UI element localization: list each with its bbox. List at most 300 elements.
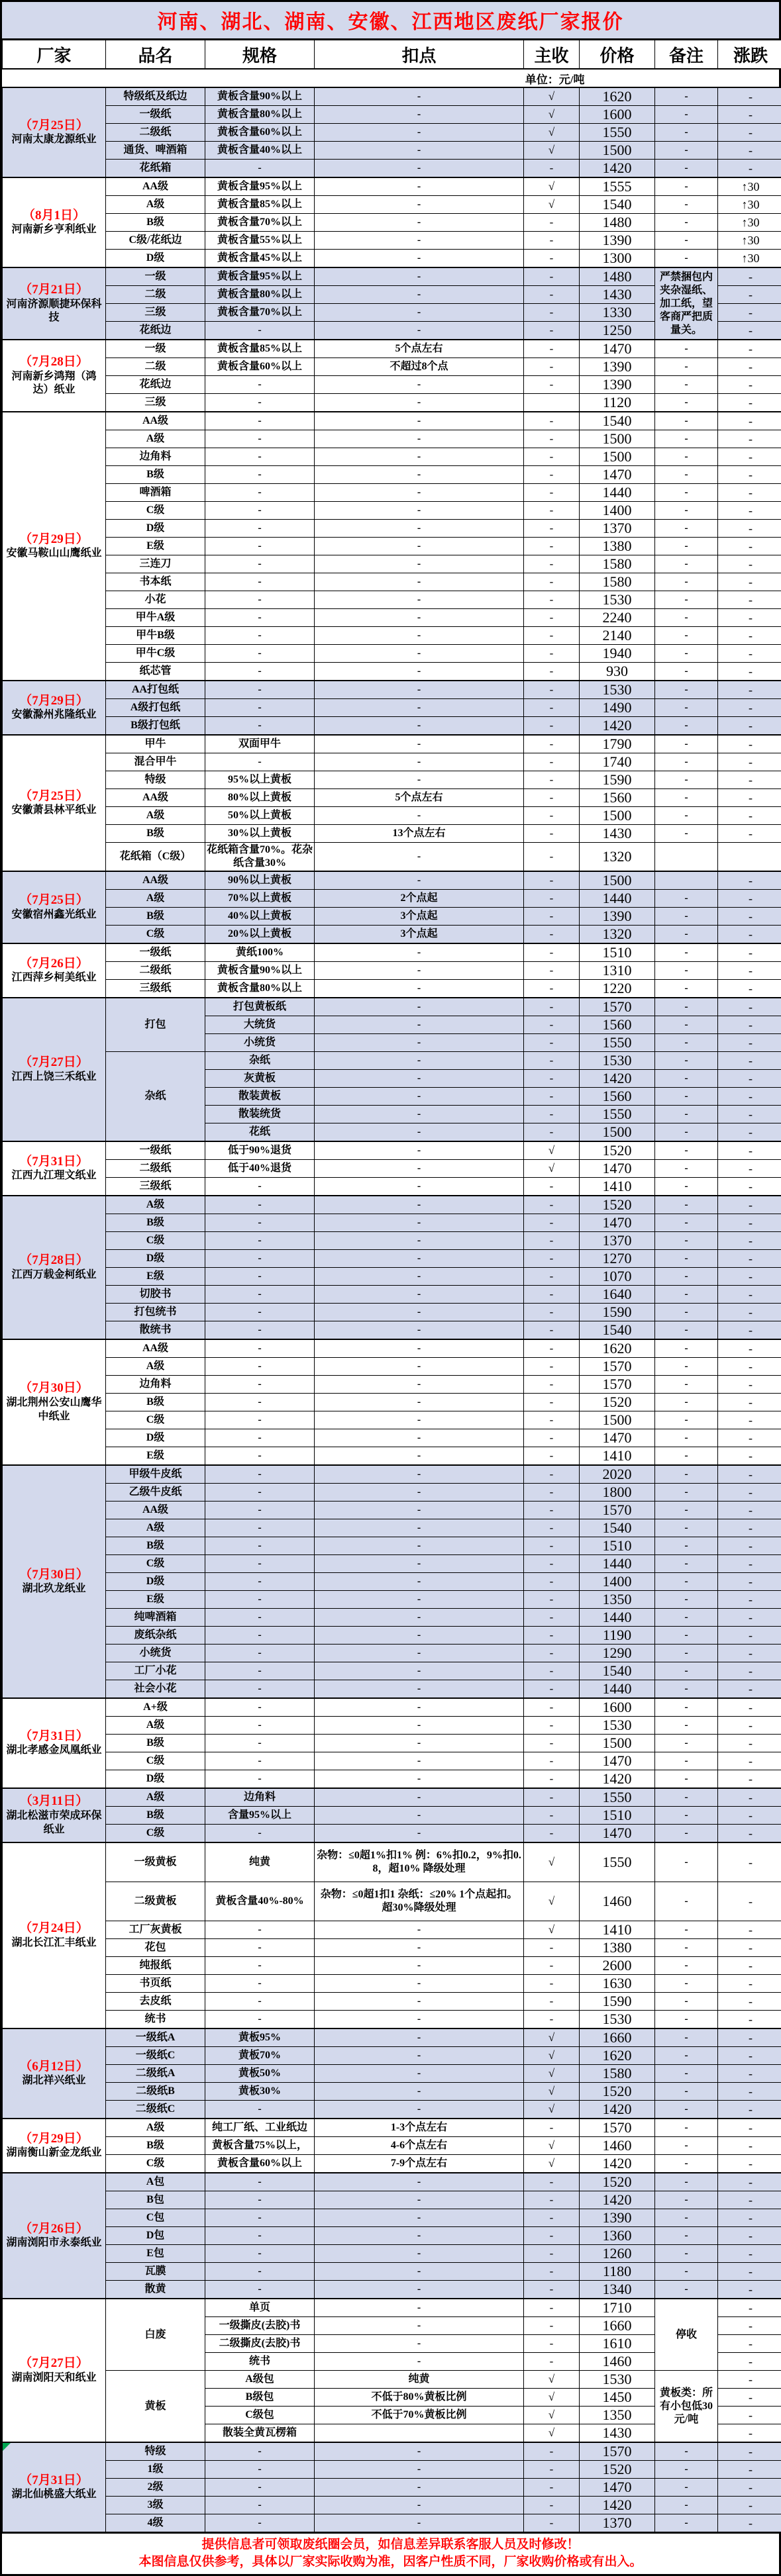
change-cell: - (718, 908, 781, 926)
price-cell: 2140 (580, 627, 655, 645)
product-cell: B级 (106, 1394, 205, 1411)
col-header-factory: 厂家 (3, 40, 106, 70)
note-cell: - (655, 1975, 718, 1993)
price-cell: 1640 (580, 1286, 655, 1304)
note-cell: - (655, 1502, 718, 1519)
deduction-cell: - (315, 1465, 524, 1484)
factory-date: （7月28日） (4, 1253, 104, 1268)
spec-cell: 黄板含量60%以上 (205, 358, 315, 376)
product-cell: C级/花纸边 (106, 232, 205, 250)
deduction-cell: - (315, 1717, 524, 1735)
main-collect-cell: - (524, 412, 580, 430)
factory-date: （7月29日） (4, 693, 104, 709)
table-row (3, 2065, 781, 2083)
main-collect-cell: - (524, 753, 580, 771)
price-cell: 1440 (580, 1680, 655, 1699)
change-cell: ↑30 (718, 250, 781, 268)
price-cell: 1500 (580, 1735, 655, 1752)
change-cell: - (718, 555, 781, 573)
change-cell: - (718, 1627, 781, 1645)
note-cell: - (655, 1429, 718, 1447)
note-cell: - (655, 1232, 718, 1250)
change-cell: - (718, 2191, 781, 2209)
note-cell: - (655, 1609, 718, 1627)
deduction-cell: - (315, 430, 524, 448)
deduction-cell: - (315, 1429, 524, 1447)
price-cell: 1330 (580, 304, 655, 322)
deduction-cell: - (315, 1250, 524, 1268)
deduction-cell: - (315, 1214, 524, 1232)
note-cell: - (655, 484, 718, 502)
main-collect-cell: - (524, 1034, 580, 1052)
main-collect-cell: - (524, 1735, 580, 1752)
note-cell: - (655, 1141, 718, 1160)
main-collect-cell: - (524, 1975, 580, 1993)
product-cell: 二级 (106, 286, 205, 304)
factory-cell (3, 2299, 106, 2442)
table-row (3, 430, 781, 448)
table-row (3, 1429, 781, 1447)
price-cell: 1420 (580, 2191, 655, 2209)
main-collect-cell: √ (524, 2047, 580, 2065)
table-row (3, 2263, 781, 2281)
main-collect-cell: - (524, 1519, 580, 1537)
price-cell: 1620 (580, 87, 655, 106)
note-cell: - (655, 2028, 718, 2047)
factory-name: 湖北玖龙纸业 (4, 1582, 104, 1596)
note-cell: - (655, 1178, 718, 1196)
factory-cell (3, 412, 106, 681)
spec-cell: C级包 (205, 2407, 315, 2424)
table-row (3, 1591, 781, 1609)
table-row (3, 2479, 781, 2497)
deduction-cell: - (315, 1070, 524, 1088)
deduction-cell: - (315, 627, 524, 645)
price-cell: 1940 (580, 645, 655, 663)
change-cell: - (718, 871, 781, 890)
spec-cell: 40%以上黄板 (205, 908, 315, 926)
price-cell: 1470 (580, 1429, 655, 1447)
main-collect-cell: - (524, 591, 580, 609)
factory-cell (3, 1842, 106, 2028)
change-cell: - (718, 789, 781, 807)
table-row (3, 1680, 781, 1699)
change-cell: - (718, 412, 781, 430)
main-collect-cell: √ (524, 2101, 580, 2119)
spec-cell: 30%以上黄板 (205, 825, 315, 843)
spec-cell: - (205, 1232, 315, 1250)
main-collect-cell: - (524, 717, 580, 736)
change-cell: - (718, 735, 781, 753)
change-cell: - (718, 807, 781, 825)
table-row (3, 1214, 781, 1232)
table-row (3, 1394, 781, 1411)
table-row (3, 926, 781, 944)
deduction-cell: - (315, 753, 524, 771)
product-cell: 小花 (106, 591, 205, 609)
main-collect-cell: √ (524, 1160, 580, 1178)
deduction-cell: - (315, 1034, 524, 1052)
main-collect-cell: √ (524, 2371, 580, 2389)
spec-cell: 小统货 (205, 1034, 315, 1052)
product-cell: AA级 (106, 1502, 205, 1519)
spec-cell: - (205, 2227, 315, 2245)
factory-date: （7月29日） (4, 532, 104, 548)
main-collect-cell: √ (524, 2065, 580, 2083)
spec-cell: 低于90%退货 (205, 1141, 315, 1160)
change-cell: - (718, 2137, 781, 2155)
spec-cell: - (205, 1698, 315, 1717)
product-cell: AA打包纸 (106, 681, 205, 699)
main-collect-cell: - (524, 1484, 580, 1502)
price-cell: 1270 (580, 1250, 655, 1268)
product-cell: 花纸箱 (106, 160, 205, 178)
change-cell: - (718, 1286, 781, 1304)
note-cell: - (655, 1484, 718, 1502)
factory-cell (3, 87, 106, 177)
note-cell: - (655, 1957, 718, 1975)
product-cell: B包 (106, 2191, 205, 2209)
product-cell: 一级 (106, 267, 205, 286)
table-row (3, 1717, 781, 1735)
factory-cell (3, 2442, 106, 2532)
note-cell (655, 871, 718, 890)
spec-cell: 双面甲牛 (205, 735, 315, 753)
price-cell: 1340 (580, 2281, 655, 2299)
price-cell: 1510 (580, 943, 655, 962)
table-row (3, 843, 781, 872)
product-cell: 二级纸B (106, 2083, 205, 2101)
product-cell: 二级纸 (106, 962, 205, 980)
factory-cell (3, 1339, 106, 1465)
product-cell: C级 (106, 1555, 205, 1573)
spec-cell: 低于40%退货 (205, 1160, 315, 1178)
main-collect-cell: - (524, 843, 580, 872)
spec-cell: - (205, 573, 315, 591)
price-cell: 1470 (580, 1752, 655, 1770)
footer-line-2: 本图信息仅供参考，具体以厂家实际收购为准，因客户性质不同，厂家收购价格或有出入。 (2, 2553, 779, 2571)
table-row (3, 890, 781, 908)
product-cell: 通货、啤酒箱 (106, 142, 205, 160)
change-cell: - (718, 2514, 781, 2532)
note-merged-cell: 停收 (655, 2299, 718, 2371)
change-cell: - (718, 1882, 781, 1921)
main-collect-cell: - (524, 2317, 580, 2335)
change-cell: - (718, 430, 781, 448)
note-cell: - (655, 609, 718, 627)
price-cell: 1550 (580, 124, 655, 142)
spec-cell: - (205, 1394, 315, 1411)
table-row (3, 1232, 781, 1250)
deduction-cell: - (315, 1537, 524, 1555)
change-cell: - (718, 1825, 781, 1843)
deduction-cell: - (315, 2442, 524, 2461)
main-collect-cell: - (524, 943, 580, 962)
note-cell: - (655, 177, 718, 196)
deduction-cell: - (315, 555, 524, 573)
change-cell: - (718, 825, 781, 843)
price-cell: 1430 (580, 286, 655, 304)
spec-cell: 黄板含量55%以上 (205, 232, 315, 250)
note-cell: - (655, 1627, 718, 1645)
note-cell: - (655, 908, 718, 926)
change-cell: - (718, 1268, 781, 1286)
table-row (3, 2245, 781, 2263)
deduction-cell: - (315, 267, 524, 286)
factory-name: 湖北祥兴纸业 (4, 2074, 104, 2088)
main-collect-cell: - (524, 807, 580, 825)
price-cell: 1420 (580, 1070, 655, 1088)
note-cell: - (655, 627, 718, 645)
note-cell: - (655, 1573, 718, 1591)
note-cell: - (655, 2245, 718, 2263)
price-cell: 1520 (580, 2461, 655, 2479)
price-cell: 1660 (580, 2028, 655, 2047)
note-cell: - (655, 1088, 718, 1106)
product-cell: 统书 (106, 2011, 205, 2029)
main-collect-cell: - (524, 2461, 580, 2479)
main-collect-cell: - (524, 2227, 580, 2245)
deduction-cell: - (315, 502, 524, 520)
deduction-cell: - (315, 322, 524, 340)
change-cell: ↑30 (718, 196, 781, 214)
factory-date: （7月26日） (4, 956, 104, 972)
deduction-cell: - (315, 1232, 524, 1250)
product-cell: 一级纸 (106, 1141, 205, 1160)
product-cell: 一级黄板 (106, 1842, 205, 1882)
factory-cell (3, 177, 106, 267)
spec-cell: - (205, 2442, 315, 2461)
product-cell: B级 (106, 1735, 205, 1752)
change-cell: - (718, 160, 781, 178)
change-cell: - (718, 1106, 781, 1123)
spec-cell: - (205, 1939, 315, 1957)
deduction-cell: - (315, 1770, 524, 1789)
spec-cell: - (205, 699, 315, 717)
price-cell: 1370 (580, 2514, 655, 2532)
table-row (3, 1662, 781, 1680)
factory-date: （7月29日） (4, 2131, 104, 2147)
main-collect-cell: √ (524, 124, 580, 142)
note-cell: - (655, 753, 718, 771)
note-cell: - (655, 2281, 718, 2299)
deduction-cell: - (315, 160, 524, 178)
note-cell: - (655, 573, 718, 591)
deduction-cell: - (315, 1957, 524, 1975)
table-row (3, 2191, 781, 2209)
main-collect-cell: - (524, 2479, 580, 2497)
product-cell: 三级 (106, 304, 205, 322)
table-row (3, 1250, 781, 1268)
spec-cell: - (205, 1591, 315, 1609)
change-cell: - (718, 87, 781, 106)
change-cell: - (718, 627, 781, 645)
product-cell: 甲牛A级 (106, 609, 205, 627)
change-cell: - (718, 1788, 781, 1807)
spec-cell: - (205, 1196, 315, 1214)
factory-date: （7月27日） (4, 1055, 104, 1071)
main-collect-cell: √ (524, 1141, 580, 1160)
table-row (3, 789, 781, 807)
product-cell: A级 (106, 807, 205, 825)
change-cell: - (718, 2209, 781, 2227)
price-cell: 1540 (580, 1321, 655, 1340)
change-cell: - (718, 1502, 781, 1519)
note-cell: - (655, 87, 718, 106)
product-cell: 书本纸 (106, 573, 205, 591)
main-collect-cell: - (524, 699, 580, 717)
spec-cell: 花纸 (205, 1123, 315, 1142)
note-cell: - (655, 807, 718, 825)
change-cell: - (718, 2353, 781, 2371)
main-collect-cell: - (524, 962, 580, 980)
spec-cell: - (205, 1268, 315, 1286)
table-row (3, 1825, 781, 1843)
deduction-cell: - (315, 2479, 524, 2497)
factory-date: （7月25日） (4, 118, 104, 134)
spec-cell: - (205, 2479, 315, 2497)
spec-cell: 打包黄板纸 (205, 998, 315, 1016)
spec-cell: - (205, 1555, 315, 1573)
note-cell: - (655, 1376, 718, 1394)
spec-cell: - (205, 1609, 315, 1627)
table-row (3, 2137, 781, 2155)
change-cell: - (718, 106, 781, 124)
product-cell: B级 (106, 1537, 205, 1555)
main-collect-cell: √ (524, 106, 580, 124)
price-cell: 1350 (580, 2407, 655, 2424)
spec-cell: - (205, 1411, 315, 1429)
product-cell: D级 (106, 1429, 205, 1447)
table-row (3, 232, 781, 250)
spec-cell: 黄板50% (205, 2065, 315, 2083)
main-collect-cell: - (524, 1196, 580, 1214)
deduction-cell: - (315, 735, 524, 753)
note-cell: - (655, 1645, 718, 1662)
main-collect-cell: - (524, 1321, 580, 1340)
change-cell: - (718, 1842, 781, 1882)
main-collect-cell: - (524, 286, 580, 304)
price-cell: 1580 (580, 2065, 655, 2083)
product-cell: A级 (106, 1358, 205, 1376)
factory-name: 安徽萧县林平纸业 (4, 804, 104, 818)
change-cell: - (718, 1141, 781, 1160)
table-row (3, 591, 781, 609)
deduction-cell: - (315, 1807, 524, 1825)
price-cell: 1410 (580, 1178, 655, 1196)
deduction-cell: - (315, 2173, 524, 2191)
product-cell: A级 (106, 2119, 205, 2137)
spec-cell: - (205, 2461, 315, 2479)
table-row (3, 609, 781, 627)
product-cell: D级 (106, 250, 205, 268)
change-cell: - (718, 926, 781, 944)
spec-cell: B级包 (205, 2389, 315, 2407)
table-row (3, 573, 781, 591)
product-cell: 二级纸C (106, 2101, 205, 2119)
note-cell: - (655, 1358, 718, 1376)
spec-cell: - (205, 2011, 315, 2029)
spec-cell: - (205, 538, 315, 555)
change-cell: - (718, 753, 781, 771)
change-cell: - (718, 609, 781, 627)
price-cell: 1520 (580, 1141, 655, 1160)
deduction-cell: - (315, 1825, 524, 1843)
note-cell: - (655, 1214, 718, 1232)
change-cell: - (718, 2101, 781, 2119)
change-cell: - (718, 2155, 781, 2173)
note-cell: - (655, 2209, 718, 2227)
change-cell: - (718, 466, 781, 484)
deduction-cell: - (315, 250, 524, 268)
deduction-cell: - (315, 1921, 524, 1939)
spec-cell: 含量95%以上 (205, 1807, 315, 1825)
main-collect-cell: - (524, 555, 580, 573)
change-cell: - (718, 1975, 781, 1993)
spec-cell: - (205, 663, 315, 681)
product-cell: 二级黄板 (106, 1882, 205, 1921)
table-row (3, 394, 781, 412)
change-cell: - (718, 1717, 781, 1735)
note-cell: - (655, 340, 718, 358)
note-cell: - (655, 1770, 718, 1789)
main-collect-cell: - (524, 1447, 580, 1466)
main-collect-cell: - (524, 1088, 580, 1106)
note-cell: - (655, 1825, 718, 1843)
spec-cell: - (205, 1627, 315, 1645)
change-cell: - (718, 2497, 781, 2514)
page-title: 河南、湖北、湖南、安徽、江西地区废纸厂家报价 (2, 2, 779, 40)
change-cell: - (718, 1698, 781, 1717)
spec-cell: 黄板含量80%以上 (205, 286, 315, 304)
main-collect-cell: - (524, 1957, 580, 1975)
deduction-cell: - (315, 771, 524, 789)
price-cell: 1220 (580, 980, 655, 998)
table-row (3, 1555, 781, 1573)
deduction-cell: 1-3个点左右 (315, 2119, 524, 2137)
main-collect-cell: - (524, 2497, 580, 2514)
spec-cell: 黄纸100% (205, 943, 315, 962)
spec-cell: - (205, 1250, 315, 1268)
spec-cell: - (205, 681, 315, 699)
factory-cell (3, 2173, 106, 2299)
note-cell: - (655, 142, 718, 160)
price-cell: 1420 (580, 2497, 655, 2514)
main-collect-cell: - (524, 1411, 580, 1429)
spec-cell: - (205, 1537, 315, 1555)
deduction-cell: - (315, 962, 524, 980)
spec-cell: 黄板含量45%以上 (205, 250, 315, 268)
deduction-cell: - (315, 376, 524, 394)
table-row (3, 1141, 781, 1160)
deduction-cell: - (315, 573, 524, 591)
deduction-cell: - (315, 998, 524, 1016)
spec-cell: - (205, 1465, 315, 1484)
price-cell: 1430 (580, 2424, 655, 2443)
price-cell: 1500 (580, 1411, 655, 1429)
main-collect-cell: - (524, 771, 580, 789)
change-cell: - (718, 2227, 781, 2245)
deduction-cell: - (315, 1016, 524, 1034)
spec-cell: - (205, 645, 315, 663)
deduction-cell: - (315, 124, 524, 142)
table-row (3, 2497, 781, 2514)
table-row (3, 2371, 781, 2389)
price-cell: 2240 (580, 609, 655, 627)
price-cell: 1600 (580, 106, 655, 124)
main-collect-cell: - (524, 681, 580, 699)
product-cell: 2级 (106, 2479, 205, 2497)
